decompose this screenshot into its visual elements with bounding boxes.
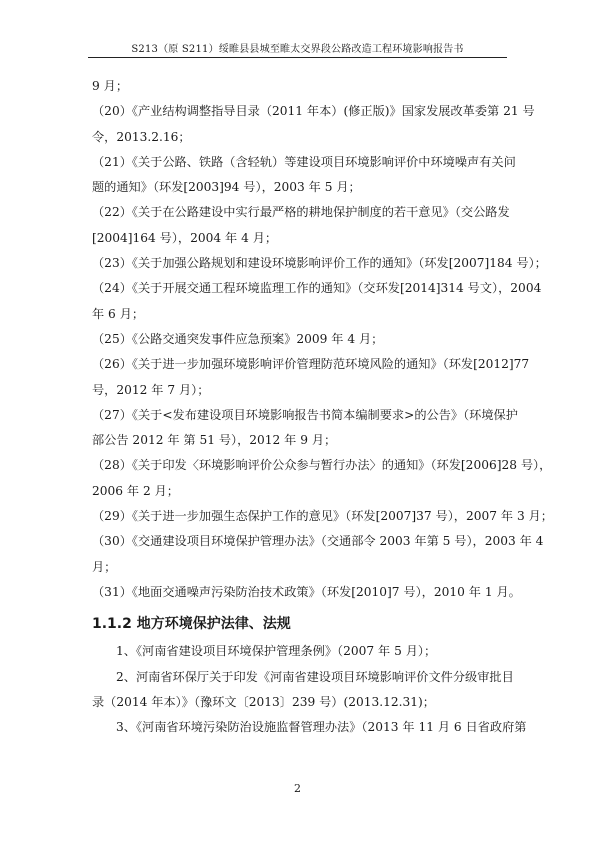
text-line: （20）《产业结构调整指导目录（2011 年本）(修正版)》国家发展改革委第 21 号 [92, 104, 535, 119]
text-line: （31）《地面交通噪声污染防治技术政策》（环发[2010]7 号），2010 年 1 月。 [92, 584, 521, 599]
text-line: 月； [92, 559, 117, 574]
text-line: （30）《交通建设项目环境保护管理办法》（交通部令 2003 年第 5 号），2003 年 4 [92, 534, 544, 549]
section-heading: 1.1.2 地方环境保护法律、法规 [92, 616, 291, 633]
text-line: （29）《关于进一步加强生态保护工作的意见》（环发[2007]37 号），2007 年 3 月； [92, 509, 553, 524]
text-line: 9 月； [92, 79, 129, 93]
text-line: （23）《关于加强公路规划和建设环境影响评价工作的通知》（环发[2007]184 号）； [92, 256, 547, 271]
text-line: （27）《关于<发布建设项目环境影响报告书简本编制要求>的公告》（环境保护 [92, 407, 518, 422]
text-line: 号，2012 年 7 月）； [92, 382, 210, 397]
text-line: 2、河南省环保厅关于印发《河南省建设项目环境影响评价文件分级审批目 [116, 669, 514, 684]
text-line: 年 6 月； [92, 306, 145, 321]
text-line: 令，2013.2.16； [92, 129, 191, 144]
text-line: 部公告 2012 年 第 51 号），2012 年 9 月； [92, 433, 337, 448]
text-line: 2006 年 2 月； [92, 483, 179, 498]
text-line: [2004]164 号），2004 年 4 月； [92, 230, 278, 245]
text-line: （25）《公路交通突发事件应急预案》2009 年 4 月； [92, 331, 384, 346]
text-line: 3、《河南省环境污染防治设施监督管理办法》（2013 年 11 月 6 日省政府第 [116, 720, 527, 735]
text-line: 录（2014 年本）》（豫环文〔2013〕239 号）(2013.12.31)； [92, 694, 435, 709]
text-line: 1、《河南省建设项目环境保护管理条例》（2007 年 5 月）； [116, 644, 437, 659]
document-body [92, 74, 553, 740]
text-line: 题的通知》（环发[2003]94 号），2003 年 5 月； [92, 180, 361, 195]
page-header: S213（原 S211）绥睢县县城至睢太交界段公路改造工程环境影响报告书 [131, 44, 464, 55]
text-line: （22）《关于在公路建设中实行最严格的耕地保护制度的若干意见》（交公路发 [92, 205, 510, 220]
text-line: （24）《关于开展交通工程环境监理工作的通知》（交环发[2014]314 号文），2004 [92, 281, 542, 296]
page-number: 2 [294, 782, 301, 795]
text-line: （21）《关于公路、铁路（含轻轨）等建设项目环境影响评价中环境噪声有关问 [92, 154, 516, 169]
text-line: （28）《关于印发〈环境影响评价公众参与暂行办法〉的通知》（环发[2006]28 号）， [92, 458, 552, 473]
header-divider [88, 57, 507, 58]
text-line: （26）《关于进一步加强环境影响评价管理防范环境风险的通知》（环发[2012]77 [92, 357, 530, 372]
